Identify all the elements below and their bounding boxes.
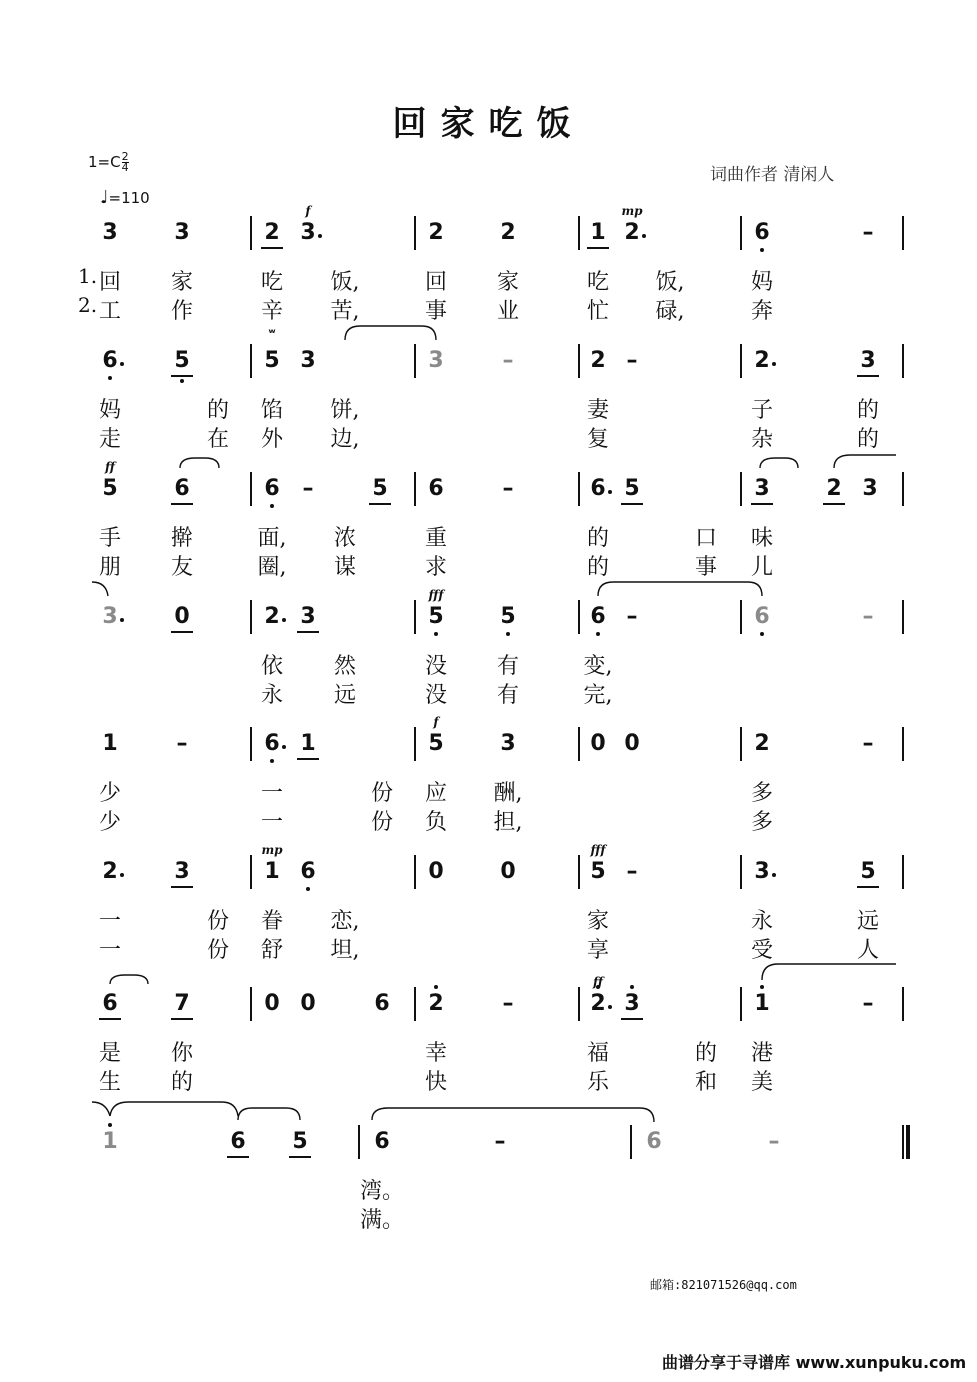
lyric-syllable: 朋 bbox=[98, 555, 122, 580]
note-0: 0 bbox=[624, 731, 640, 756]
slur bbox=[760, 458, 798, 468]
lyric-syllable: 幸 bbox=[424, 1041, 448, 1066]
lyric-syllable: 口 bbox=[694, 526, 718, 551]
dash-note: – bbox=[302, 476, 314, 501]
slur bbox=[92, 582, 108, 596]
lyric-syllable: 的 bbox=[856, 398, 880, 423]
lyric-syllable: 一 bbox=[98, 909, 122, 934]
dynamic-marking: ff bbox=[593, 975, 603, 989]
lyric-syllable: 味 bbox=[750, 526, 774, 551]
lyric-syllable: 是 bbox=[98, 1041, 122, 1066]
note-6: 6 bbox=[102, 348, 118, 373]
lyric-syllable: 在 bbox=[206, 427, 230, 452]
lyric-syllable: 少 bbox=[98, 781, 122, 806]
slur bbox=[372, 1108, 654, 1122]
lyric-syllable: 远 bbox=[333, 683, 357, 708]
lyric-syllable: 的 bbox=[170, 1070, 194, 1095]
slur bbox=[110, 975, 148, 984]
lyric-syllable: 福 bbox=[586, 1041, 610, 1066]
dash-note: – bbox=[502, 476, 514, 501]
lyric-syllable: 妈 bbox=[98, 398, 122, 423]
note-3: 3 bbox=[300, 348, 316, 373]
lyric-syllable: 一 bbox=[98, 938, 122, 963]
note-6: 6 bbox=[754, 604, 770, 629]
lyric-syllable: 你 bbox=[170, 1041, 194, 1066]
dash-note: – bbox=[494, 1129, 506, 1154]
lyric-syllable: 家 bbox=[586, 909, 610, 934]
note-1: 1 bbox=[754, 991, 770, 1016]
tempo-value: =110 bbox=[108, 189, 150, 207]
lyric-syllable: 吃 bbox=[586, 270, 610, 295]
lyric-syllable: 面, bbox=[257, 526, 287, 551]
note-2: 2 bbox=[264, 220, 280, 245]
dynamic-marking: fff bbox=[590, 843, 606, 857]
note-0: 0 bbox=[500, 859, 516, 884]
note-5: 5 bbox=[102, 476, 118, 501]
note-3: 3 bbox=[174, 220, 190, 245]
note-5: 5 bbox=[174, 348, 190, 373]
note-2: 2 bbox=[754, 348, 770, 373]
note-6: 6 bbox=[264, 476, 280, 501]
dynamic-marking: mp bbox=[261, 843, 283, 857]
lyric-syllable: 的 bbox=[694, 1041, 718, 1066]
dash-note: – bbox=[862, 220, 874, 245]
lyric-syllable: 一 bbox=[260, 810, 284, 835]
lyric-syllable: 永 bbox=[260, 683, 284, 708]
lyric-syllable: 忙 bbox=[586, 299, 610, 324]
lyric-syllable: 重 bbox=[424, 526, 448, 551]
lyric-syllable: 子 bbox=[750, 398, 774, 423]
footer-site: 曲谱分享于寻谱库 www.xunpuku.com bbox=[662, 1353, 967, 1372]
note-0: 0 bbox=[428, 859, 444, 884]
dash-note: – bbox=[176, 731, 188, 756]
ornament-icon: ʷ bbox=[268, 326, 276, 340]
lyric-syllable: 没 bbox=[424, 654, 448, 679]
lyric-syllable: 人 bbox=[856, 938, 880, 963]
note-6: 6 bbox=[590, 476, 606, 501]
lyric-syllable: 求 bbox=[424, 555, 448, 580]
note-3: 3 bbox=[754, 859, 770, 884]
slur bbox=[238, 1108, 300, 1120]
note-2: 2 bbox=[428, 220, 444, 245]
lyric-syllable: 边, bbox=[330, 427, 360, 452]
lyric-syllable: 奔 bbox=[750, 299, 774, 324]
note-0: 0 bbox=[174, 604, 190, 629]
lyric-syllable: 家 bbox=[170, 270, 194, 295]
note-2: 2 bbox=[826, 476, 842, 501]
author-credit: 词曲作者 清闲人 bbox=[710, 165, 835, 185]
lyric-syllable: 圈, bbox=[257, 555, 287, 580]
note-2: 2 bbox=[500, 220, 516, 245]
note-6: 6 bbox=[428, 476, 444, 501]
quarter-note-icon: ♩ bbox=[100, 187, 109, 208]
dash-note: – bbox=[502, 348, 514, 373]
footer-email: 邮箱:821071526@qq.com bbox=[650, 1278, 797, 1292]
slur bbox=[598, 582, 762, 596]
dash-note: – bbox=[768, 1129, 780, 1154]
lyric-syllable: 业 bbox=[496, 299, 520, 324]
verse-label-2: 2. bbox=[78, 293, 98, 317]
lyric-syllable: 杂 bbox=[750, 427, 774, 452]
lyric-syllable: 担, bbox=[493, 810, 523, 835]
lyric-syllable: 擀 bbox=[170, 526, 194, 551]
dynamic-marking: f bbox=[433, 715, 439, 729]
dynamic-marking: fff bbox=[428, 588, 444, 602]
dynamic-marking: mp bbox=[621, 204, 643, 218]
lyric-syllable: 谋 bbox=[333, 555, 357, 580]
lyric-syllable: 份 bbox=[206, 909, 230, 934]
dash-note: – bbox=[502, 991, 514, 1016]
dash-note: – bbox=[626, 859, 638, 884]
note-6: 6 bbox=[174, 476, 190, 501]
lyric-syllable: 外 bbox=[260, 427, 284, 452]
note-2: 2 bbox=[264, 604, 280, 629]
lyric-syllable: 湾。 bbox=[359, 1179, 405, 1204]
lyric-syllable: 满。 bbox=[359, 1208, 405, 1233]
time-signature-lower: 4 bbox=[121, 161, 129, 174]
lyric-syllable: 酬, bbox=[493, 781, 523, 806]
note-3: 3 bbox=[754, 476, 770, 501]
lyric-syllable: 美 bbox=[750, 1070, 774, 1095]
note-0: 0 bbox=[590, 731, 606, 756]
lyric-syllable: 走 bbox=[98, 427, 122, 452]
lyric-syllable: 事 bbox=[424, 299, 448, 324]
lyric-syllable: 享 bbox=[586, 938, 610, 963]
time-signature-upper: 2 bbox=[121, 150, 129, 163]
lyric-syllable: 饭, bbox=[330, 270, 360, 295]
lyric-syllable: 妈 bbox=[750, 270, 774, 295]
note-1: 1 bbox=[102, 1129, 118, 1154]
note-5: 5 bbox=[860, 859, 876, 884]
note-2: 2 bbox=[624, 220, 640, 245]
note-0: 0 bbox=[264, 991, 280, 1016]
note-5: 5 bbox=[372, 476, 388, 501]
lyric-syllable: 舒 bbox=[260, 938, 284, 963]
note-0: 0 bbox=[300, 991, 316, 1016]
lyric-syllable: 碌, bbox=[655, 299, 685, 324]
note-1: 1 bbox=[102, 731, 118, 756]
note-6: 6 bbox=[646, 1129, 662, 1154]
lyric-syllable: 依 bbox=[260, 654, 284, 679]
lyric-syllable: 儿 bbox=[750, 555, 774, 580]
lyric-syllable: 生 bbox=[98, 1070, 122, 1095]
verse-label-1: 1. bbox=[78, 264, 98, 288]
lyric-syllable: 港 bbox=[750, 1041, 774, 1066]
lyric-syllable: 多 bbox=[750, 810, 774, 835]
slur bbox=[345, 326, 436, 340]
lyric-syllable: 永 bbox=[750, 909, 774, 934]
dash-note: – bbox=[862, 991, 874, 1016]
lyric-syllable: 然 bbox=[333, 654, 357, 679]
lyric-syllable: 饭, bbox=[655, 270, 685, 295]
lyric-syllable: 份 bbox=[370, 810, 394, 835]
note-5: 5 bbox=[428, 604, 444, 629]
lyric-syllable: 复 bbox=[586, 427, 610, 452]
note-5: 5 bbox=[624, 476, 640, 501]
lyric-syllable: 有 bbox=[496, 683, 520, 708]
lyric-syllable: 远 bbox=[856, 909, 880, 934]
dash-note: – bbox=[626, 604, 638, 629]
dynamic-marking: f bbox=[305, 204, 311, 218]
lyric-syllable: 坦, bbox=[330, 938, 360, 963]
note-1: 1 bbox=[264, 859, 280, 884]
lyric-syllable: 友 bbox=[170, 555, 194, 580]
lyric-syllable: 完, bbox=[583, 683, 613, 708]
slur bbox=[762, 964, 896, 980]
note-5: 5 bbox=[428, 731, 444, 756]
note-3: 3 bbox=[300, 220, 316, 245]
note-5: 5 bbox=[292, 1129, 308, 1154]
slur bbox=[110, 1102, 238, 1116]
note-6: 6 bbox=[374, 1129, 390, 1154]
lyric-syllable: 家 bbox=[496, 270, 520, 295]
lyric-syllable: 吃 bbox=[260, 270, 284, 295]
lyric-syllable: 馅 bbox=[260, 398, 284, 423]
lyric-syllable: 眷 bbox=[260, 909, 284, 934]
song-title: 回家吃饭 bbox=[392, 104, 585, 144]
note-6: 6 bbox=[102, 991, 118, 1016]
note-6: 6 bbox=[754, 220, 770, 245]
lyric-syllable: 和 bbox=[694, 1070, 718, 1095]
dash-note: – bbox=[626, 348, 638, 373]
note-2: 2 bbox=[590, 991, 606, 1016]
note-6: 6 bbox=[230, 1129, 246, 1154]
note-3: 3 bbox=[428, 348, 444, 373]
note-6: 6 bbox=[264, 731, 280, 756]
lyric-syllable: 受 bbox=[750, 938, 774, 963]
lyric-syllable: 负 bbox=[424, 810, 448, 835]
lyric-syllable: 的 bbox=[856, 427, 880, 452]
note-3: 3 bbox=[102, 604, 118, 629]
note-6: 6 bbox=[374, 991, 390, 1016]
note-3: 3 bbox=[500, 731, 516, 756]
slur bbox=[92, 1102, 110, 1116]
note-2: 2 bbox=[754, 731, 770, 756]
lyric-syllable: 份 bbox=[206, 938, 230, 963]
note-1: 1 bbox=[590, 220, 606, 245]
dynamic-marking: ff bbox=[105, 460, 115, 474]
note-1: 1 bbox=[300, 731, 316, 756]
lyric-syllable: 回 bbox=[424, 270, 448, 295]
note-3: 3 bbox=[102, 220, 118, 245]
note-5: 5 bbox=[590, 859, 606, 884]
dash-note: – bbox=[862, 604, 874, 629]
lyric-syllable: 快 bbox=[424, 1070, 448, 1095]
note-2: 2 bbox=[102, 859, 118, 884]
lyric-syllable: 乐 bbox=[586, 1070, 610, 1095]
note-2: 2 bbox=[590, 348, 606, 373]
note-7: 7 bbox=[174, 991, 190, 1016]
lyric-syllable: 的 bbox=[586, 526, 610, 551]
note-2: 2 bbox=[428, 991, 444, 1016]
lyric-syllable: 的 bbox=[206, 398, 230, 423]
dash-note: – bbox=[862, 731, 874, 756]
lyric-syllable: 辛 bbox=[260, 299, 284, 324]
lyric-syllable: 饼, bbox=[330, 398, 360, 423]
lyric-syllable: 应 bbox=[424, 781, 448, 806]
lyric-syllable: 工 bbox=[98, 299, 122, 324]
note-6: 6 bbox=[590, 604, 606, 629]
note-3: 3 bbox=[300, 604, 316, 629]
note-5: 5 bbox=[500, 604, 516, 629]
lyric-syllable: 回 bbox=[98, 270, 122, 295]
lyric-syllable: 变, bbox=[583, 654, 613, 679]
lyric-syllable: 浓 bbox=[333, 526, 357, 551]
note-3: 3 bbox=[174, 859, 190, 884]
lyric-syllable: 恋, bbox=[330, 909, 360, 934]
lyric-syllable: 一 bbox=[260, 781, 284, 806]
lyric-syllable: 没 bbox=[424, 683, 448, 708]
lyric-syllable: 少 bbox=[98, 810, 122, 835]
lyric-syllable: 份 bbox=[370, 781, 394, 806]
note-3: 3 bbox=[862, 476, 878, 501]
lyric-syllable: 妻 bbox=[586, 398, 610, 423]
note-3: 3 bbox=[624, 991, 640, 1016]
note-3: 3 bbox=[860, 348, 876, 373]
note-5: 5 bbox=[264, 348, 280, 373]
slur bbox=[180, 458, 219, 468]
lyric-syllable: 有 bbox=[496, 654, 520, 679]
lyric-syllable: 的 bbox=[586, 555, 610, 580]
note-6: 6 bbox=[300, 859, 316, 884]
lyric-syllable: 手 bbox=[98, 526, 122, 551]
lyric-syllable: 多 bbox=[750, 781, 774, 806]
lyric-syllable: 苦, bbox=[330, 299, 360, 324]
key-label: 1=C bbox=[88, 153, 121, 171]
lyric-syllable: 作 bbox=[170, 299, 194, 324]
slur bbox=[834, 455, 896, 468]
lyric-syllable: 事 bbox=[694, 555, 718, 580]
